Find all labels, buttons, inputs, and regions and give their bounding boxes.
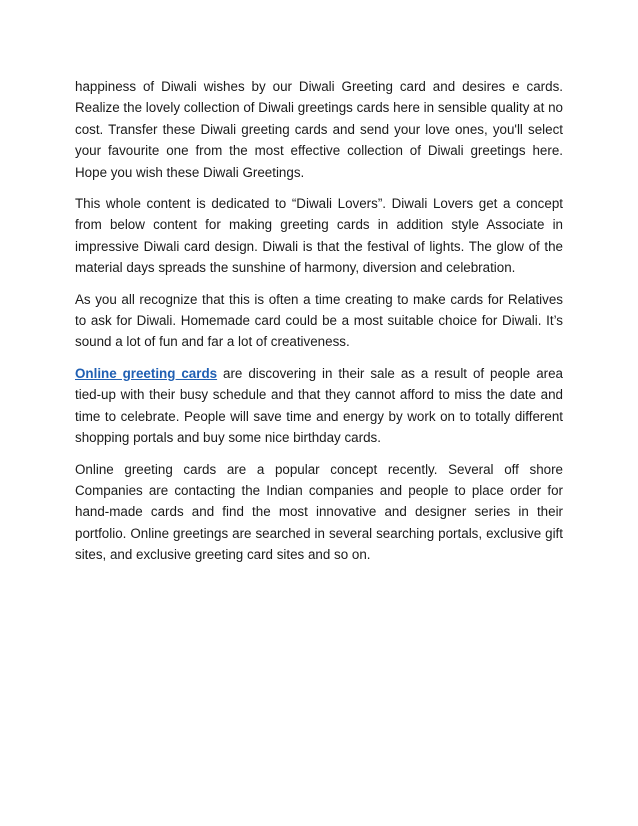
paragraph-popular-concept: Online greeting cards are a popular concept recently. Several off shore Companies are contacting the Indian companies and people to place order for hand-made cards and find the most innovative and designer series in their portfolio. Online greetings are searched in several searching portals, exclusive gift sites, and exclusive greeting card sites and so on. xyxy=(75,461,563,563)
paragraph-diwali-lovers: This whole content is dedicated to “Diwali Lovers”. Diwali Lovers get a concept from below content for making greeting cards in addition style Associate in impressive Diwali card design. Diwali is that the festival of lights. The glow of the material days spreads the sunshine of harmony, diversion and celebration. xyxy=(75,196,563,276)
document-body xyxy=(75,76,563,576)
paragraph-diwali-greetings: happiness of Diwali wishes by our Diwali Greeting card and desires e cards. Realize the lovely collection of Diwali greetings cards here in sensible quality at no cost. Transfer these Diwali greeting cards and send your love ones, you'll select your favourite one from the most effective collection of Diwali greetings here. Hope you wish these Diwali Greetings. xyxy=(75,79,563,180)
online-greeting-cards-link[interactable]: Online greeting cards xyxy=(75,365,218,381)
paragraph-homemade-cards: As you all recognize that this is often a time creating to make cards for Relatives to ask for Diwali. Homemade card could be a most suitable choice for Diwali. It’s sound a lot of fun and far a lot of creativeness. xyxy=(75,291,563,350)
paragraph-online-cards xyxy=(75,363,563,449)
paragraph-online-cards-text: are discovering in their sale as a result of people area tied-up with their busy schedule and that they cannot afford to miss the date and time to celebrate. People will save time and energy by work on to totally different shopping portals and buy some nice birthday cards. xyxy=(75,365,563,446)
